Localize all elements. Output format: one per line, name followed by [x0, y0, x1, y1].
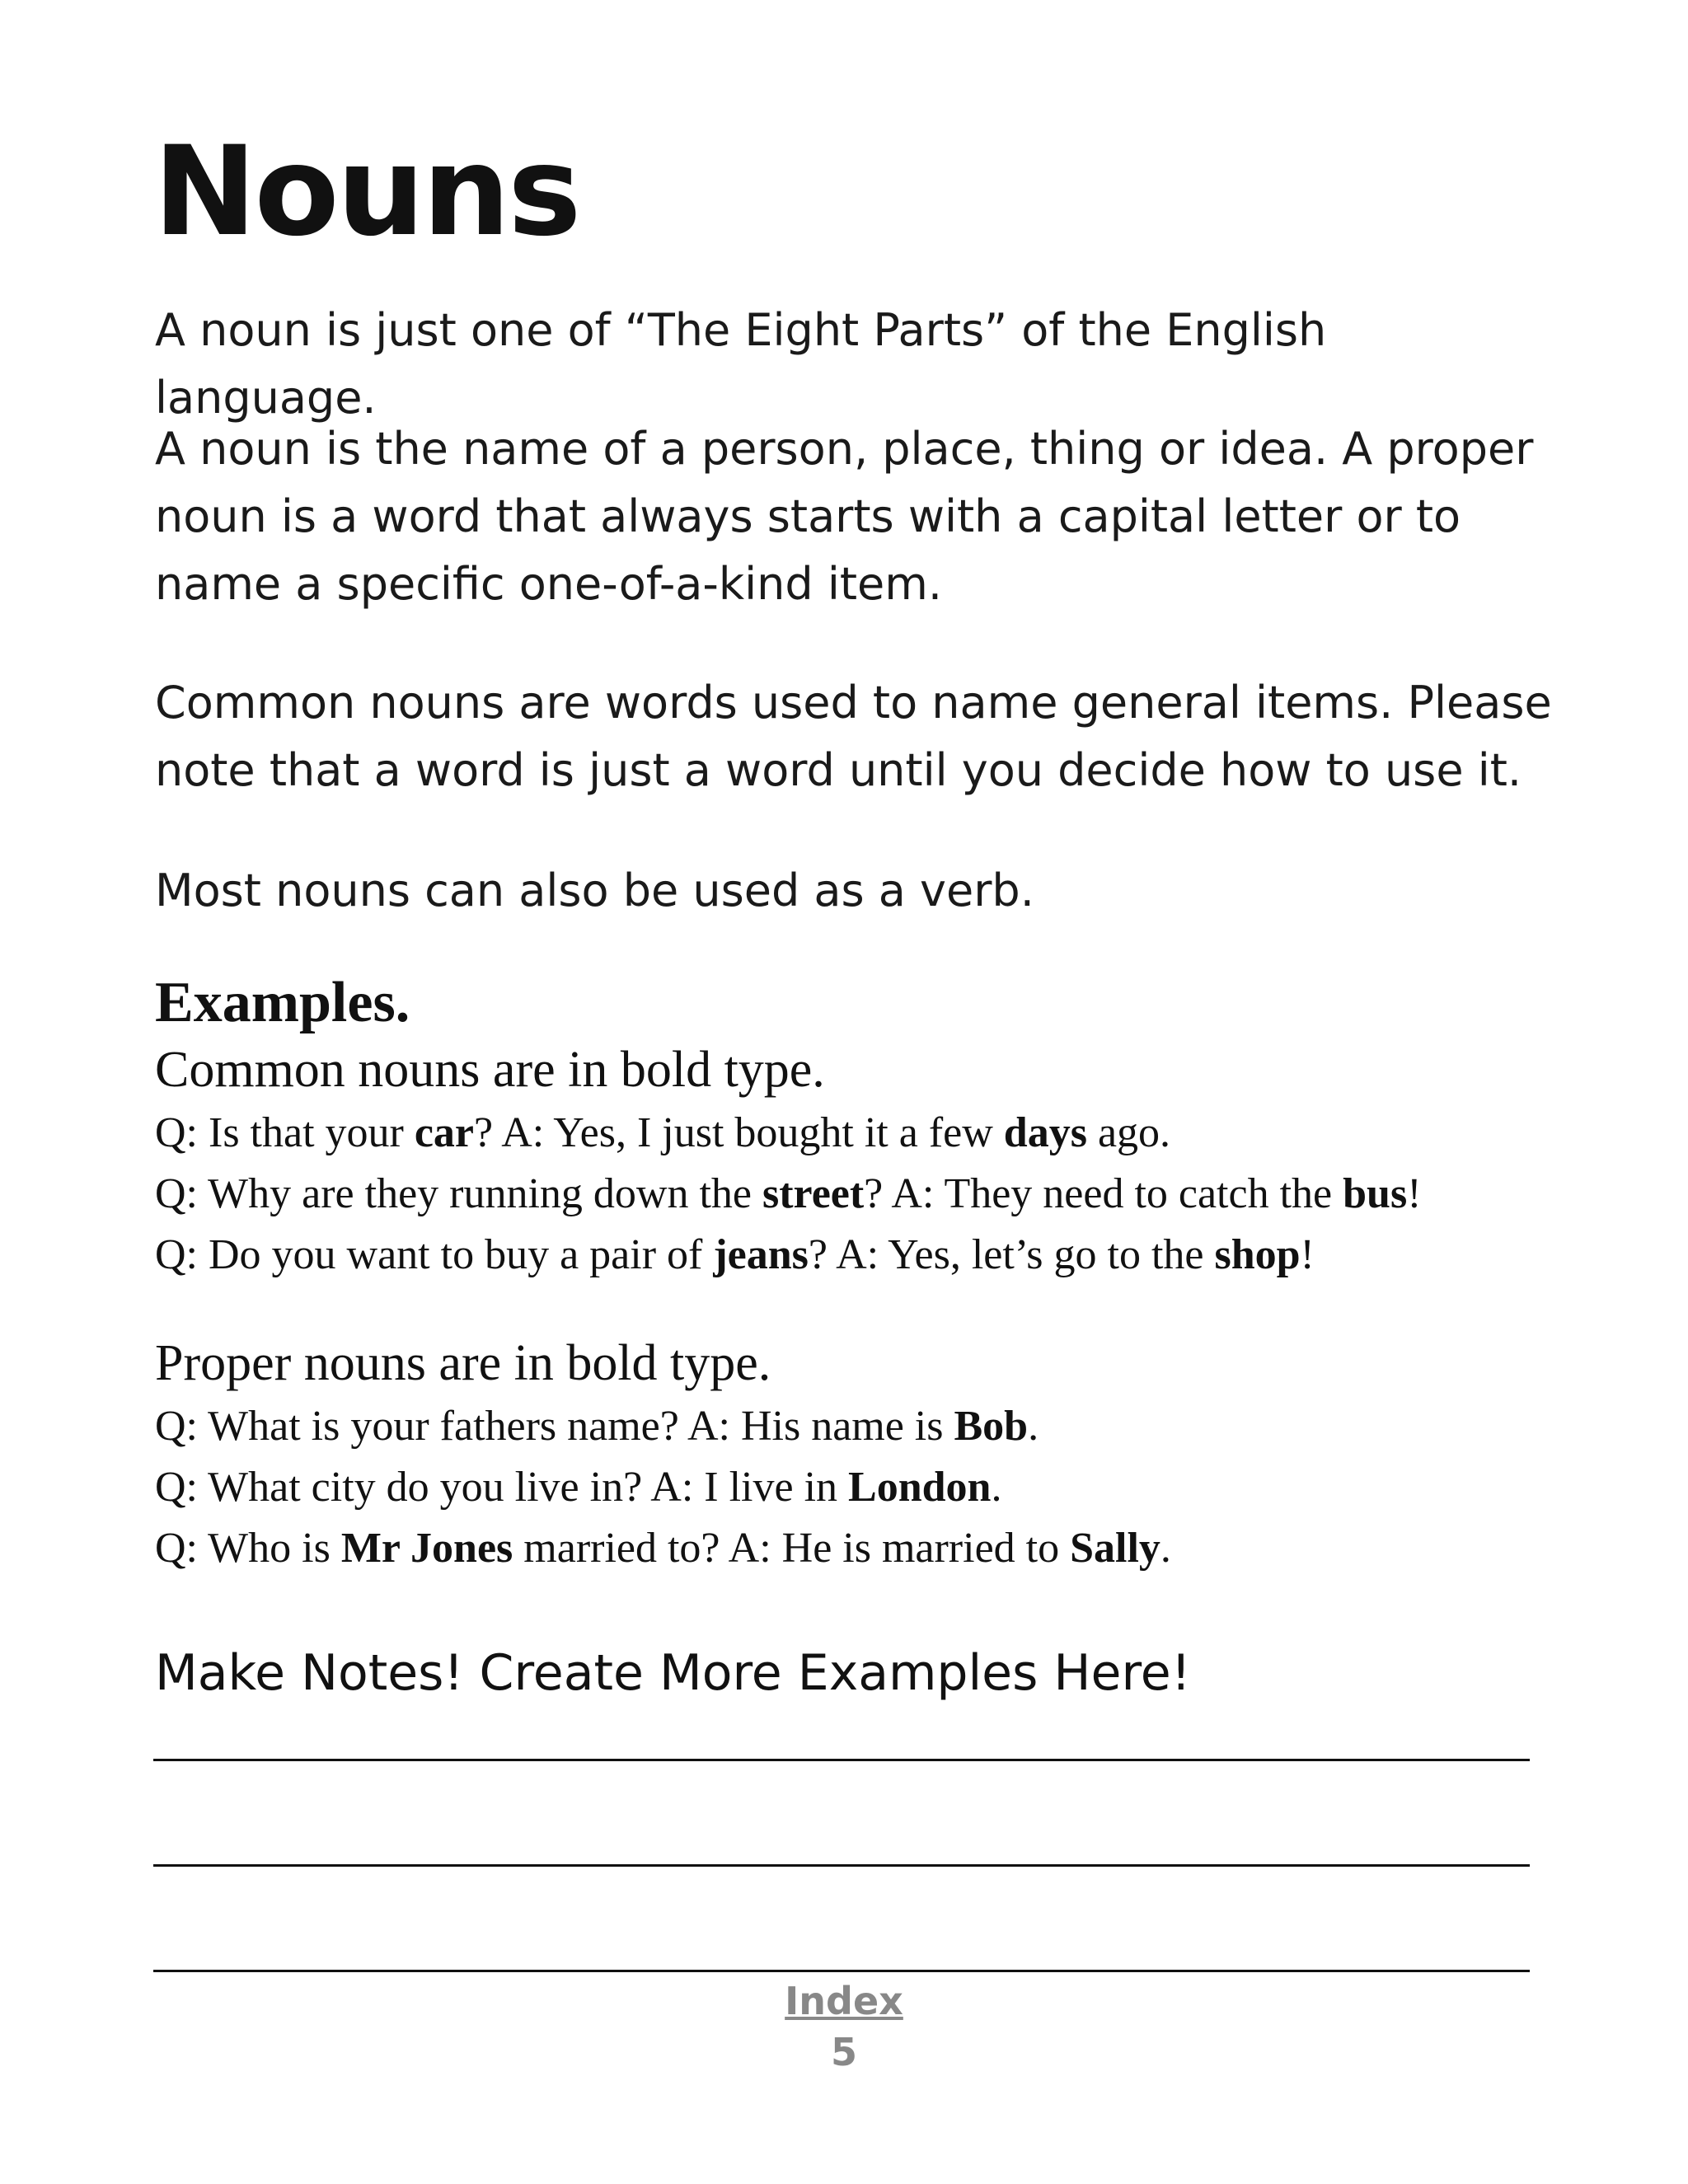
common-example-line — [155, 1103, 1170, 1164]
example-text: Q: Do you want to buy a pair of — [155, 1231, 714, 1278]
example-text: ? A: Yes, let’s go to the — [808, 1231, 1215, 1278]
bold-noun: car — [414, 1109, 475, 1156]
examples-heading: Examples. — [155, 971, 410, 1034]
proper-example-line — [155, 1396, 1039, 1457]
bold-noun: London — [848, 1464, 992, 1511]
notes-writing-line — [153, 1970, 1530, 1972]
example-text: . — [991, 1464, 1002, 1511]
page-number: 5 — [830, 2030, 857, 2074]
bold-noun: Sally — [1070, 1525, 1160, 1572]
common-example-line — [155, 1164, 1422, 1225]
page-title: Nouns — [153, 120, 579, 264]
example-text: Q: Who is — [155, 1525, 341, 1572]
intro-paragraph-4: Most nouns can also be used as a verb. — [155, 865, 1034, 916]
example-text: Q: What city do you live in? A: I live in — [155, 1464, 849, 1511]
proper-example-line — [155, 1457, 1001, 1518]
bold-noun: Bob — [954, 1403, 1029, 1450]
example-text: . — [1028, 1403, 1039, 1450]
intro-paragraph-2: A noun is the name of a person, place, thing or idea. A proper noun is a word that always starts with a capital letter or to name a specific one-of-a-kind item. — [155, 423, 1534, 610]
proper-example-line — [155, 1518, 1171, 1579]
example-text: . — [1160, 1525, 1171, 1572]
bold-noun: street — [762, 1170, 865, 1217]
bold-noun: days — [1003, 1109, 1087, 1156]
bold-noun: jeans — [713, 1231, 809, 1278]
example-text: Q: Is that your — [155, 1109, 415, 1156]
intro-paragraph-1: A noun is just one of “The Eight Parts” of the English language. — [155, 304, 1327, 424]
example-text: ago. — [1086, 1109, 1171, 1156]
common-example-line — [155, 1225, 1315, 1286]
bold-noun: bus — [1343, 1170, 1408, 1217]
example-text: ! — [1407, 1170, 1422, 1217]
common-nouns-heading: Common nouns are in bold type. — [155, 1042, 825, 1098]
footer — [0, 1976, 1688, 2026]
example-text: ? A: They need to catch the — [864, 1170, 1343, 1217]
example-text: ? A: Yes, I just bought it a few — [474, 1109, 1004, 1156]
index-link[interactable]: Index — [785, 1979, 903, 2023]
notes-heading: Make Notes! Create More Examples Here! — [155, 1644, 1191, 1702]
proper-nouns-heading: Proper nouns are in bold type. — [155, 1335, 771, 1391]
example-text: Q: Why are they running down the — [155, 1170, 762, 1217]
intro-paragraph-3: Common nouns are words used to name general items. Please note that a word is just a word until you decide how to use it. — [155, 677, 1552, 796]
bold-noun: Mr Jones — [340, 1525, 513, 1572]
example-text: married to? A: He is married to — [513, 1525, 1071, 1572]
notes-writing-line — [153, 1864, 1530, 1867]
example-text: ! — [1300, 1231, 1315, 1278]
bold-noun: shop — [1214, 1231, 1301, 1278]
notes-writing-line — [153, 1759, 1530, 1761]
example-text: Q: What is your fathers name? A: His name is — [155, 1403, 954, 1450]
